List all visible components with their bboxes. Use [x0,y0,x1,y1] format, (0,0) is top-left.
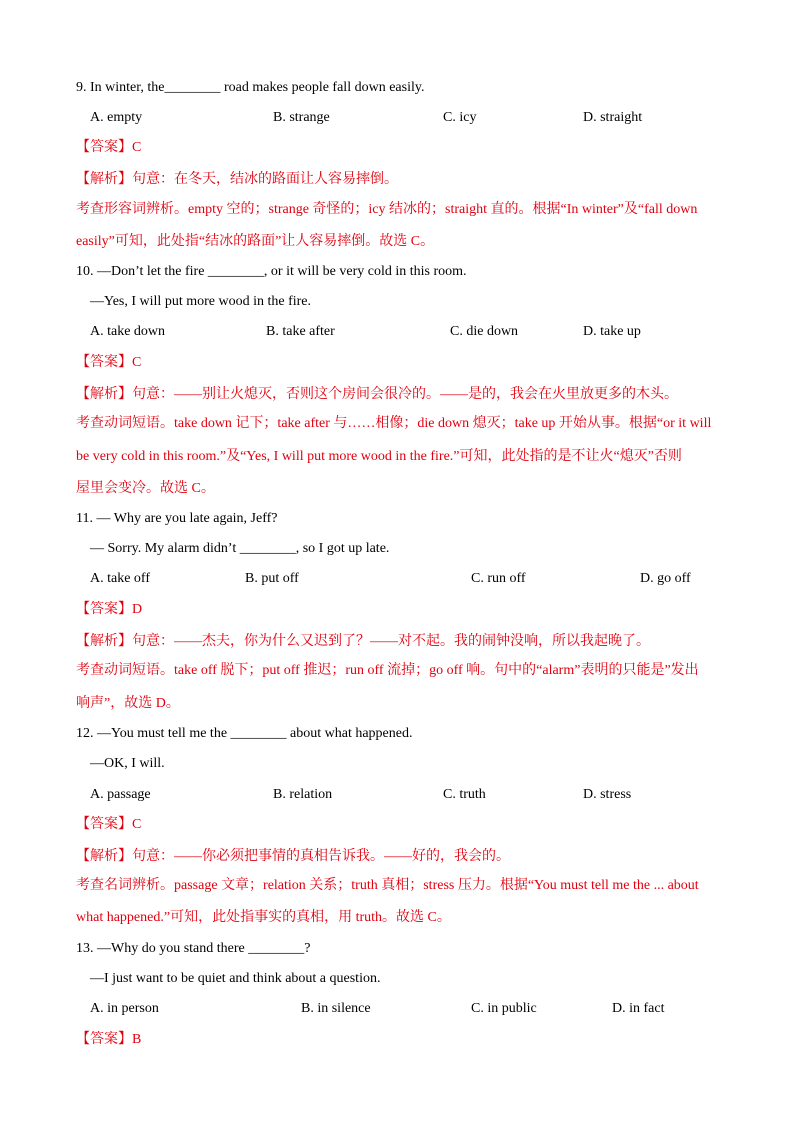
q9-explanation-line-2: easily”可知，此处指“结冰的路面”让人容易摔倒。故选 C。 [76,234,435,249]
q12-option-a: A. passage [90,787,151,802]
q11-option-c: C. run off [471,571,526,586]
q13-reply: —I just want to be quiet and think about a question. [90,971,381,986]
q12-option-d: D. stress [583,787,632,802]
q12-answer: 【答案】C [76,817,142,832]
q10-reply: —Yes, I will put more wood in the fire. [90,294,311,309]
question-10-stem: 10. —Don’t let the fire ________, or it will be very cold in this room. [76,264,467,279]
q12-explanation-line-2: what happened.”可知，此处指事实的真相，用 truth。故选 C。 [76,910,451,925]
q9-answer: 【答案】C [76,140,142,155]
q12-reply: —OK, I will. [90,756,165,771]
q11-option-a: A. take off [90,571,150,586]
q12-option-c: C. truth [443,787,486,802]
q13-answer: 【答案】B [76,1032,142,1047]
q12-explanation-line-1: 考查名词辨析。passage 文章；relation 关系；truth 真相；stress 压力。根据“You must tell me the ... about [76,878,699,893]
q10-analysis: 【解析】句意：——别让火熄灭，否则这个房间会很冷的。——是的，我会在火里放更多的木头。 [76,387,678,402]
q11-option-b: B. put off [245,571,299,586]
q13-option-a: A. in person [90,1001,159,1016]
question-13-stem: 13. —Why do you stand there ________? [76,941,311,956]
q11-option-d: D. go off [640,571,691,586]
q13-option-b: B. in silence [301,1001,371,1016]
q9-option-d: D. straight [583,110,643,125]
question-12-stem: 12. —You must tell me the ________ about what happened. [76,726,413,741]
q10-explanation-line-3: 屋里会变冷。故选 C。 [76,481,215,496]
question-9-stem: 9. In winter, the________ road makes people fall down easily. [76,80,425,95]
q10-answer: 【答案】C [76,355,142,370]
q12-option-b: B. relation [273,787,333,802]
q11-explanation-line-2: 响声”，故选 D。 [76,696,180,711]
q11-reply: — Sorry. My alarm didn’t ________, so I got up late. [90,541,390,556]
q10-option-d: D. take up [583,324,641,339]
q9-option-b: B. strange [273,110,330,125]
q9-option-a: A. empty [90,110,143,125]
q10-option-c: C. die down [450,324,519,339]
q10-explanation-line-2: be very cold in this room.”及“Yes, I will put more wood in the fire.”可知，此处指的是不让火“熄灭”否则 [76,449,682,464]
q10-option-b: B. take after [266,324,335,339]
q9-option-c: C. icy [443,110,477,125]
q13-option-d: D. in fact [612,1001,665,1016]
q9-analysis: 【解析】句意：在冬天，结冰的路面让人容易摔倒。 [76,172,398,187]
q10-option-a: A. take down [90,324,166,339]
q10-explanation-line-1: 考查动词短语。take down 记下；take after 与……相像；die down 熄灭；take up 开始从事。根据“or it will [76,416,712,431]
q11-analysis: 【解析】句意：——杰夫，你为什么又迟到了？——对不起。我的闹钟没响，所以我起晚了。 [76,634,650,649]
q13-option-c: C. in public [471,1001,537,1016]
q11-explanation-line-1: 考查动词短语。take off 脱下；put off 推迟；run off 流掉；go off 响。句中的“alarm”表明的只能是”发出 [76,663,699,678]
q11-answer: 【答案】D [76,602,143,617]
q9-explanation-line-1: 考查形容词辨析。empty 空的；strange 奇怪的；icy 结冰的；straight 直的。根据“In winter”及“fall down [76,202,698,217]
q12-analysis: 【解析】句意：——你必须把事情的真相告诉我。——好的，我会的。 [76,849,510,864]
question-11-stem: 11. — Why are you late again, Jeff? [76,511,278,526]
